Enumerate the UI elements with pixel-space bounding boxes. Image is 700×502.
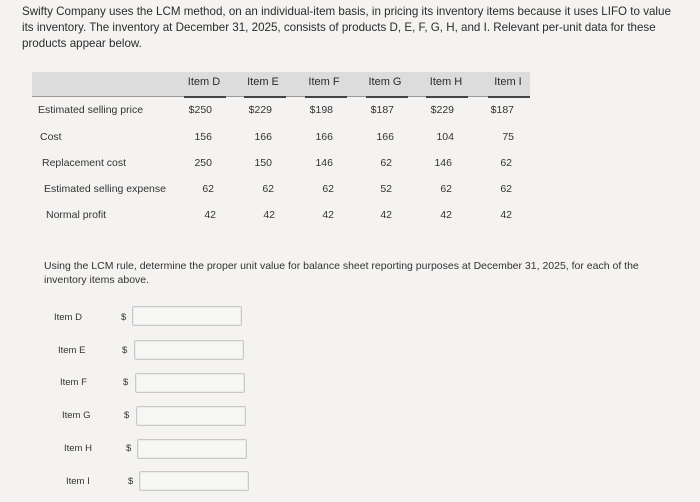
answer-input-item-h[interactable] <box>137 439 247 459</box>
table-cell: 62 <box>202 183 214 195</box>
row-label: Estimated selling price <box>38 104 144 116</box>
question-prompt: Using the LCM rule, determine the proper unit value for balance sheet reporting purposes at December 31, 2025, for each of the inventory items above. <box>44 260 639 286</box>
dollar-sign: $ <box>123 377 129 388</box>
table-cell: 62 <box>500 157 512 169</box>
table-cell: 104 <box>436 131 454 143</box>
table-cell: $250 <box>188 104 212 116</box>
table-cell: 166 <box>315 131 333 143</box>
table-cell: 250 <box>194 157 212 169</box>
column-header: Item I <box>494 76 522 88</box>
table-cell: $187 <box>370 104 394 116</box>
row-label: Normal profit <box>46 209 107 221</box>
row-label: Estimated selling expense <box>44 183 166 195</box>
dollar-sign: $ <box>122 345 128 356</box>
table-cell: $229 <box>430 104 454 116</box>
column-header: Item H <box>429 76 463 88</box>
column-header: Item F <box>308 76 340 88</box>
answer-label-item-f: Item F <box>60 377 87 388</box>
answer-label-item-d: Item D <box>54 312 82 323</box>
table-cell: 62 <box>262 183 274 195</box>
table-cell: 42 <box>322 209 334 221</box>
column-underline <box>244 96 286 98</box>
row-label: Cost <box>40 131 62 143</box>
dollar-sign: $ <box>121 312 127 323</box>
column-header: Item E <box>247 76 279 88</box>
column-underline <box>488 96 530 98</box>
table-cell: 146 <box>434 157 452 169</box>
table-cell: 75 <box>502 131 514 143</box>
table-cell: 166 <box>254 131 272 143</box>
table-cell: $198 <box>309 104 333 116</box>
table-cell: $229 <box>248 104 272 116</box>
column-underline <box>366 96 408 98</box>
dollar-sign: $ <box>124 410 130 421</box>
table-cell: 62 <box>322 183 334 195</box>
dollar-sign: $ <box>128 476 134 487</box>
table-cell: 42 <box>500 209 512 221</box>
problem-intro: Swifty Company uses the LCM method, on an individual-item basis, in pricing its inventory items because it uses LIFO to value its inventory. The inventory at December 31, 2025, consists of products D, E, F, G, H, and I. Relevant per-unit data for these products appear below. <box>22 5 671 50</box>
table-cell: 150 <box>254 157 272 169</box>
row-label: Replacement cost <box>42 157 127 169</box>
answer-label-item-e: Item E <box>58 345 86 356</box>
table-cell: 62 <box>440 183 452 195</box>
column-header: Item G <box>368 76 402 88</box>
answer-input-item-g[interactable] <box>136 406 246 426</box>
table-cell: $187 <box>490 104 514 116</box>
answer-label-item-i: Item I <box>66 476 90 487</box>
answer-input-item-i[interactable] <box>139 471 249 491</box>
table-cell: 42 <box>440 209 452 221</box>
table-cell: 166 <box>376 131 394 143</box>
table-cell: 52 <box>380 183 392 195</box>
answer-input-item-f[interactable] <box>135 373 245 393</box>
column-header: Item D <box>187 76 221 88</box>
answer-label-item-h: Item H <box>64 443 92 454</box>
table-cell: 42 <box>204 209 216 221</box>
answer-label-item-g: Item G <box>62 410 91 421</box>
answer-input-item-d[interactable] <box>132 306 242 326</box>
table-cell: 42 <box>380 209 392 221</box>
table-cell: 62 <box>380 157 392 169</box>
answer-input-item-e[interactable] <box>134 340 244 360</box>
column-underline <box>184 96 226 98</box>
table-cell: 62 <box>500 183 512 195</box>
table-cell: 146 <box>315 157 333 169</box>
table-cell: 156 <box>194 131 212 143</box>
table-cell: 42 <box>263 209 275 221</box>
column-underline <box>305 96 347 98</box>
column-underline <box>426 96 468 98</box>
dollar-sign: $ <box>126 443 132 454</box>
